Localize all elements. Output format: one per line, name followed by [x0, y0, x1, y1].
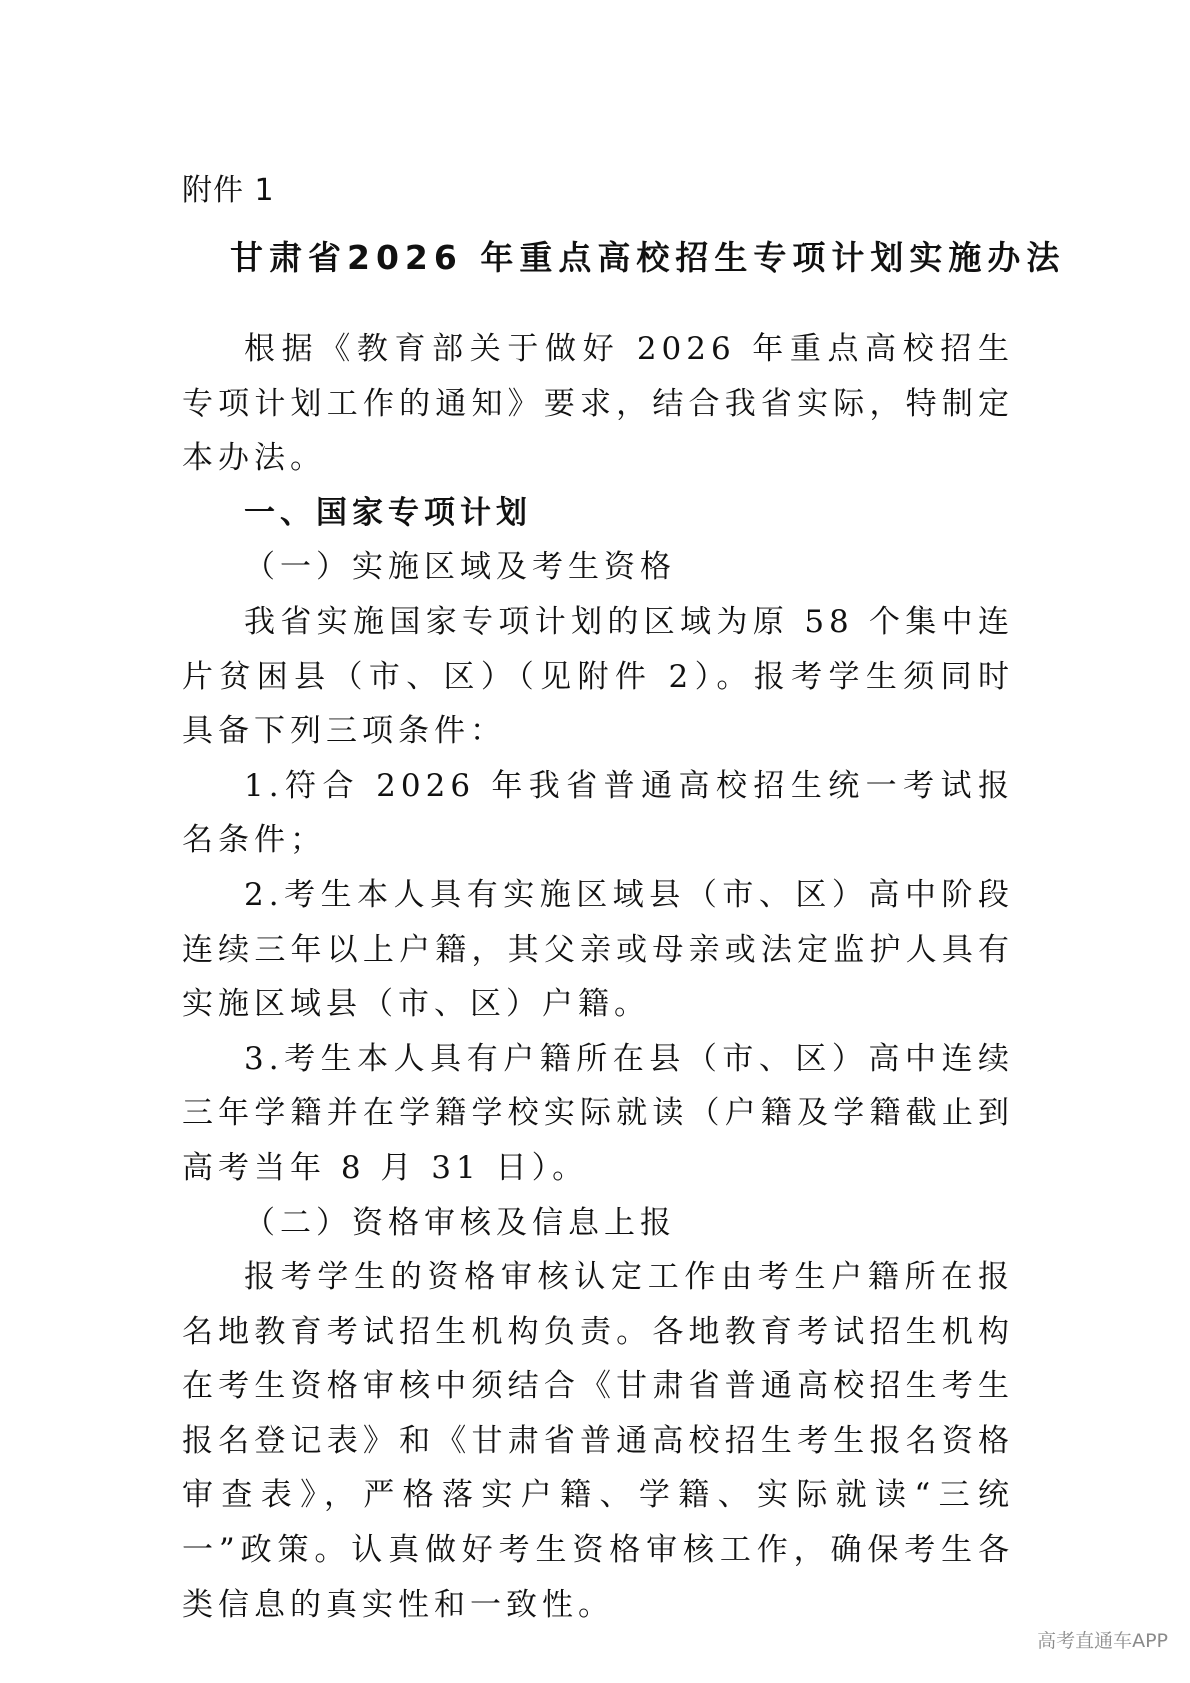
region-paragraph: 我省实施国家专项计划的区域为原 58 个集中连片贫困县（市、区）（见附件 2）。报考学生须同时具备下列三项条件：	[182, 603, 1014, 750]
condition-item-1: 1.符合 2026 年我省普通高校招生统一考试报名条件；	[182, 767, 1014, 859]
subsection-heading-region-eligibility: （一）实施区域及考生资格	[244, 549, 676, 586]
review-paragraph: 报考学生的资格审核认定工作由考生户籍所在报名地教育考试招生机构负责。各地教育考试招生机构在考生资格审核中须结合《甘肃省普通高校招生考生报名登记表》和《甘肃省普通高校招生考生报名资格审查表》，严格落实户籍、学籍、实际就读“三统一”政策。认真做好考生资格审核工作，确保考生各类信息的真实性和一致性。	[182, 1259, 1014, 1623]
subsection-heading-review-reporting: （二）资格审核及信息上报	[244, 1204, 676, 1241]
condition-item-2: 2.考生本人具有实施区域县（市、区）高中阶段连续三年以上户籍，其父亲或母亲或法定监护人具有实施区域县（市、区）户籍。	[182, 876, 1014, 1023]
document-title: 甘肃省2026 年重点高校招生专项计划实施办法	[230, 238, 1066, 277]
watermark: 高考直通车APP	[1037, 1630, 1168, 1652]
attachment-label: 附件 1	[182, 173, 275, 208]
section-heading-national-plan: 一、国家专项计划	[244, 494, 532, 531]
document-body	[182, 322, 1014, 1632]
condition-item-3: 3.考生本人具有户籍所在县（市、区）高中连续三年学籍并在学籍学校实际就读（户籍及学籍截止到高考当年 8 月 31 日）。	[182, 1040, 1014, 1186]
intro-paragraph: 根据《教育部关于做好 2026 年重点高校招生专项计划工作的通知》要求，结合我省实际，特制定本办法。	[182, 331, 1014, 477]
